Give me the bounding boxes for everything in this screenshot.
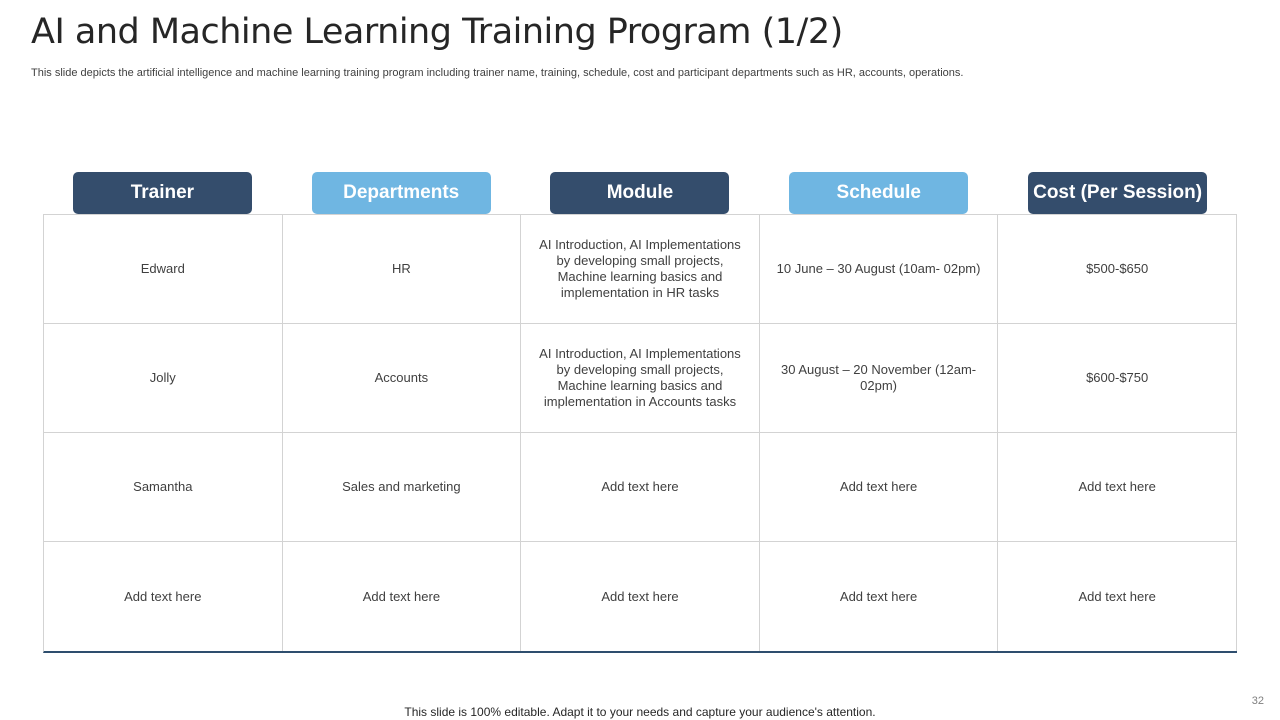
table-header-row [43,172,1237,214]
cell-cost: Add text here [998,542,1237,651]
cell-department: HR [283,215,522,323]
slide-title: AI and Machine Learning Training Program (1/2) [31,12,843,52]
training-table [43,172,1237,653]
cell-trainer: Add text here [44,542,283,651]
table-body [43,214,1237,653]
cell-trainer: Edward [44,215,283,323]
cell-schedule: 10 June – 30 August (10am- 02pm) [760,215,999,323]
cell-module: AI Introduction, AI Implementations by developing small projects, Machine learning basics and implementation in HR tasks [521,215,760,323]
cell-module: Add text here [521,433,760,541]
cell-cost: $500-$650 [998,215,1237,323]
cell-module: AI Introduction, AI Implementations by developing small projects, Machine learning basics and implementation in Accounts tasks [521,324,760,432]
slide-footer: This slide is 100% editable. Adapt it to your needs and capture your audience's attention. [404,705,876,719]
table-row [44,542,1237,651]
cell-department: Sales and marketing [283,433,522,541]
table-row [44,215,1237,324]
cell-trainer: Jolly [44,324,283,432]
header-module: Module [550,172,729,214]
cell-cost: Add text here [998,433,1237,541]
header-cost: Cost (Per Session) [1028,172,1207,214]
slide-subtitle: This slide depicts the artificial intelligence and machine learning training program including trainer name, training, schedule, cost and participant departments such as HR, accounts, operations. [31,67,964,79]
cell-schedule: Add text here [760,433,999,541]
header-departments: Departments [312,172,491,214]
cell-module: Add text here [521,542,760,651]
cell-department: Add text here [283,542,522,651]
cell-department: Accounts [283,324,522,432]
cell-schedule: Add text here [760,542,999,651]
header-schedule: Schedule [789,172,968,214]
table-row [44,324,1237,433]
header-trainer: Trainer [73,172,252,214]
page-number: 32 [1251,695,1264,707]
cell-schedule: 30 August – 20 November (12am-02pm) [760,324,999,432]
table-row [44,433,1237,542]
cell-trainer: Samantha [44,433,283,541]
cell-cost: $600-$750 [998,324,1237,432]
